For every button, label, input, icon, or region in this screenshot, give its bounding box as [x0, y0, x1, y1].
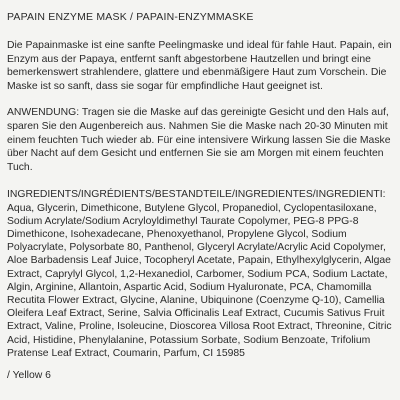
ingredients-trailer: / Yellow 6	[7, 369, 51, 381]
usage-instructions: ANWENDUNG: Tragen sie die Maske auf das gereinigte Gesicht und den Hals auf, sparen Sie den Augenbereich aus. Nahmen Sie die Maske nach 20-30 Minuten mit einem feuchten Tuch wieder ab. Für eine intensivere Wirkung lassen Sie die Maske über Nacht auf dem Gesicht und entfernen Sie sie am Morgen mit einem feuchten Tuch.	[7, 107, 391, 173]
product-description: Die Papainmaske ist eine sanfte Peelingmaske und ideal für fahle Haut. Papain, ein Enzym aus der Papaya, entfernt sanft abgestorbene Hautzellen und bringt eine bemerkenswert strahlendere, glattere und ebenmäßigere Haut zum Vorschein. Die Maske ist so sanft, dass sie sogar für empfindliche Haut geeignet ist.	[7, 40, 392, 92]
ingredients-list: INGREDIENTS/INGRÉDIENTS/BESTANDTEILE/INGREDIENTES/INGREDIENTI: Aqua, Glycerin, Dimethicone, Butylene Glycol, Propanediol, Cyclopentasiloxane, Sodium Acrylate/Sodium Acryloyldimethyl Taurate Copolymer, PEG-8 PPG-8 Dimethicone, Isohexadecane, Phenoxyethanol, Propylene Glycol, Sodium Polyacrylate, Polysorbate 80, Panthenol, Glyceryl Acrylate/Acrylic Acid Copolymer, Aloe Barbadensis Leaf Juice, Tocopheryl Acetate, Papain, Ethylhexylglycerin, Algae Extract, Caprylyl Glycol, 1,2-Hexanediol, Carbomer, Sodium PCA, Sodium Lactate, Algin, Arginine, Allantoin, Aspartic Acid, Sodium Hyaluronate, PCA, Chamomilla Recutita Flower Extract, Glycine, Alanine, Ubiquinone (Coenzyme Q-10), Camellia Oleifera Leaf Extract, Serine, Salvia Officinalis Leaf Extract, Cucumis Sativus Fruit Extract, Valine, Proline, Isoleucine, Dioscorea Villosa Root Extract, Threonine, Citric Acid, Histidine, Phenylalanine, Potassium Sorbate, Sodium Benzoate, Trifolium Pratense Leaf Extract, Coumarin, Parfum, CI 15985	[7, 189, 392, 359]
product-title: PAPAIN ENZYME MASK / PAPAIN-ENZYMMASKE	[7, 11, 254, 23]
